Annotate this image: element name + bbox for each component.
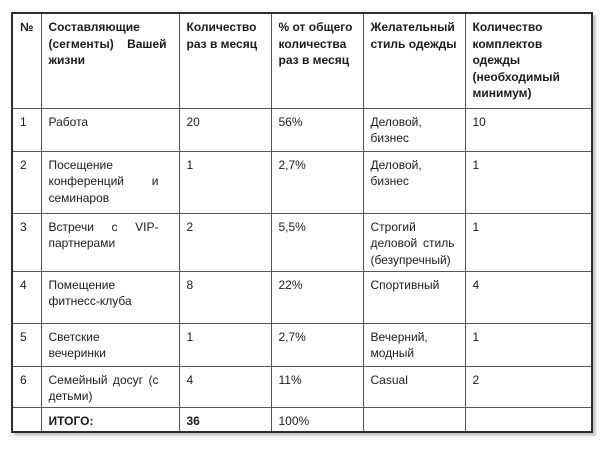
- style-cell: Строгий деловой стиль (безупречный): [363, 213, 465, 271]
- style-cell: Деловой, бизнес: [363, 108, 465, 151]
- table-row: [12, 151, 592, 213]
- row-number-cell: 2: [12, 151, 41, 213]
- count-cell: 4: [179, 366, 271, 407]
- sets-cell: 10: [465, 108, 592, 151]
- segment-cell: Посещение конференций и семинаров: [41, 151, 179, 213]
- total-label-cell: ИТОГО:: [41, 407, 179, 432]
- style-cell: Деловой, бизнес: [363, 151, 465, 213]
- wardrobe-planning-table: [11, 12, 593, 433]
- segment-cell: Работа: [41, 108, 179, 151]
- percent-cell: 11%: [271, 366, 363, 407]
- table-row: [12, 108, 592, 151]
- row-number-cell: 6: [12, 366, 41, 407]
- count-cell: 20: [179, 108, 271, 151]
- sets-cell: 4: [465, 271, 592, 323]
- col-header-style: Желательный стиль одежды: [363, 13, 465, 108]
- col-header-percent: % от общего количества раз в месяц: [271, 13, 363, 108]
- style-cell: Спортивный: [363, 271, 465, 323]
- col-header-number: №: [12, 13, 41, 108]
- row-number-cell: 4: [12, 271, 41, 323]
- total-percent-cell: 100%: [271, 407, 363, 432]
- style-cell: Вечерний, модный: [363, 323, 465, 366]
- percent-cell: 22%: [271, 271, 363, 323]
- percent-cell: 2,7%: [271, 151, 363, 213]
- segment-cell: Помещение фитнесс-клуба: [41, 271, 179, 323]
- table-row: [12, 323, 592, 366]
- sets-cell: 1: [465, 213, 592, 271]
- sets-cell: 1: [465, 323, 592, 366]
- count-cell: 8: [179, 271, 271, 323]
- sets-cell: 1: [465, 151, 592, 213]
- table-row: [12, 366, 592, 407]
- count-cell: 1: [179, 323, 271, 366]
- table-row: [12, 213, 592, 271]
- row-number-cell: [12, 407, 41, 432]
- sets-cell: 2: [465, 366, 592, 407]
- header-row: [12, 13, 592, 108]
- row-number-cell: 5: [12, 323, 41, 366]
- count-cell: 1: [179, 151, 271, 213]
- col-header-segment: Составляющие (сегменты) Вашей жизни: [41, 13, 179, 108]
- row-number-cell: 1: [12, 108, 41, 151]
- table-row: [12, 271, 592, 323]
- total-row: [12, 407, 592, 432]
- row-number-cell: 3: [12, 213, 41, 271]
- percent-cell: 5,5%: [271, 213, 363, 271]
- sets-cell: [465, 407, 592, 432]
- segment-cell: Семейный досуг (с детьми): [41, 366, 179, 407]
- count-cell: 2: [179, 213, 271, 271]
- style-cell: [363, 407, 465, 432]
- segment-cell: Встречи с VIP-партнерами: [41, 213, 179, 271]
- segment-cell: Светские вечеринки: [41, 323, 179, 366]
- col-header-sets: Количество комплектов одежды (необходимый минимум): [465, 13, 592, 108]
- percent-cell: 2,7%: [271, 323, 363, 366]
- percent-cell: 56%: [271, 108, 363, 151]
- col-header-count: Количество раз в месяц: [179, 13, 271, 108]
- style-cell: Casual: [363, 366, 465, 407]
- total-count-cell: 36: [179, 407, 271, 432]
